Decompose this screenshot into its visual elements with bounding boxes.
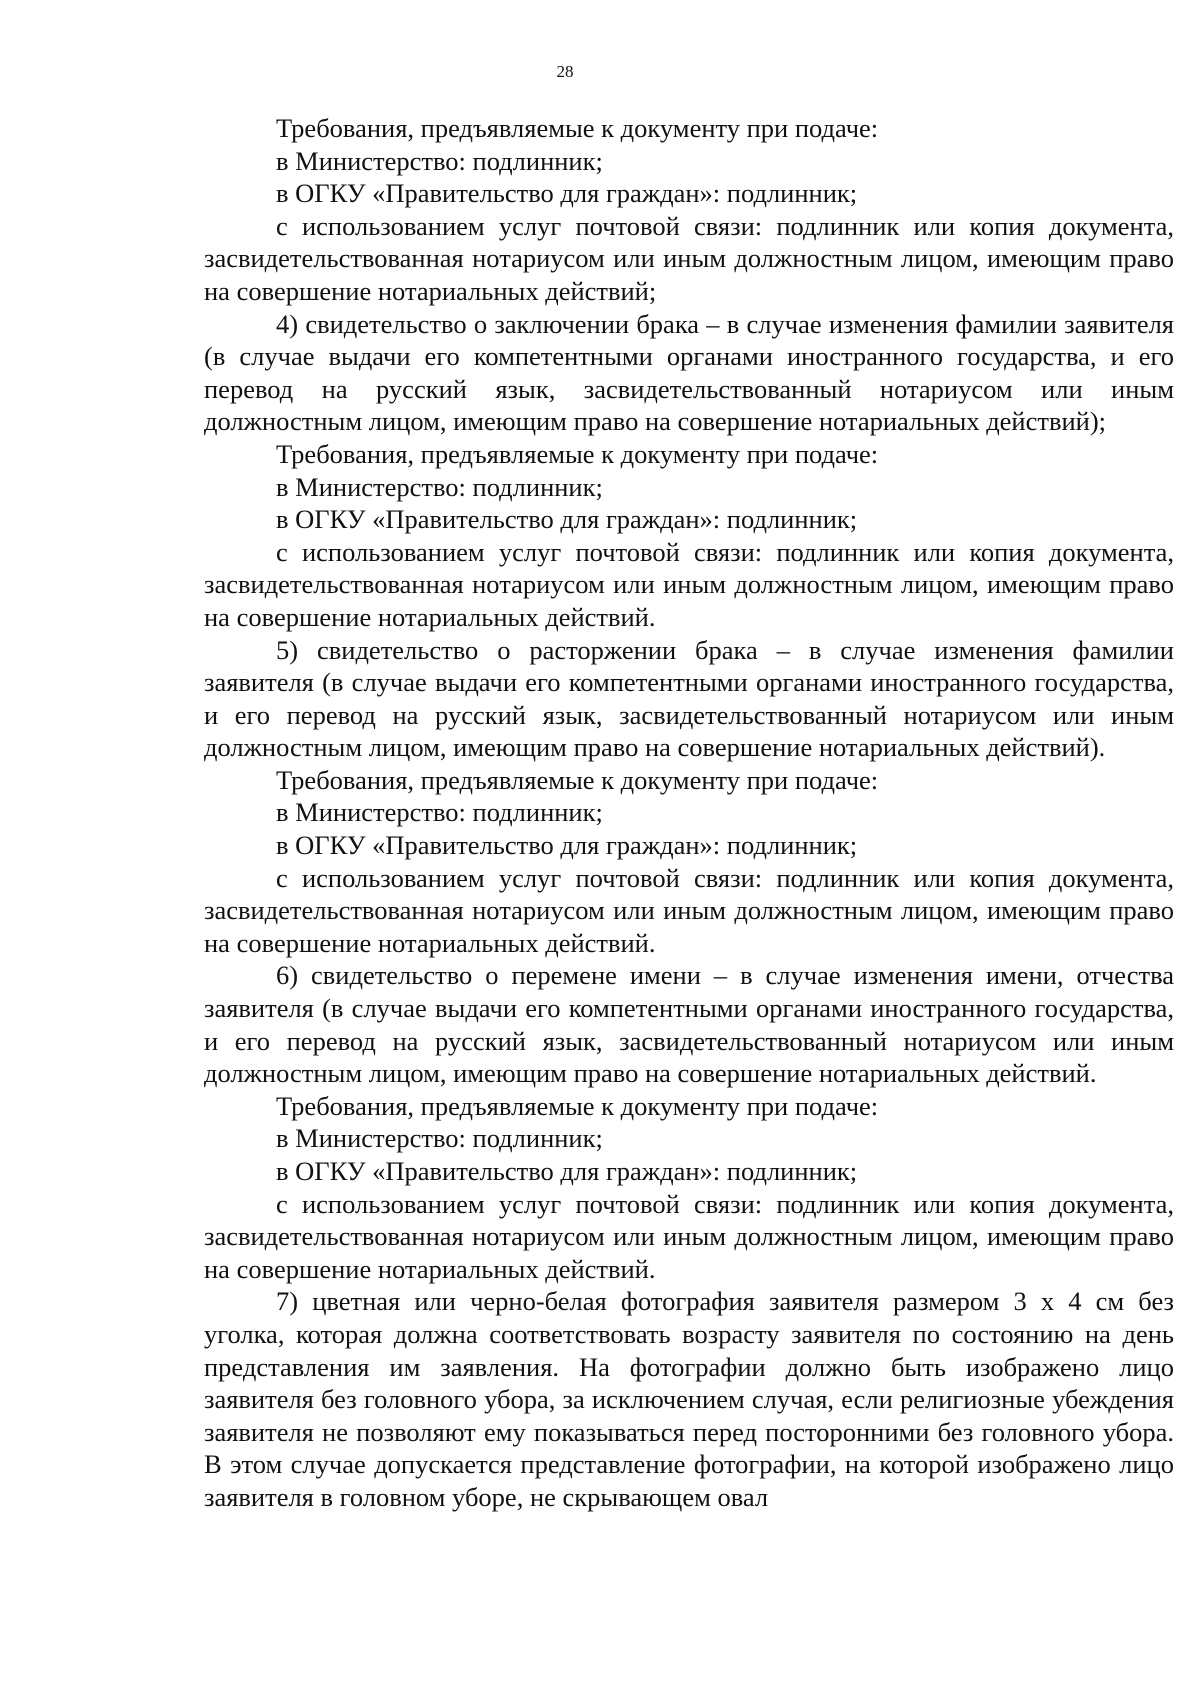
paragraph-ogku-4: в ОГКУ «Правительство для граждан»: подлинник; (276, 1156, 858, 1186)
paragraph-ministry-4: в Министерство: подлинник; (276, 1123, 603, 1154)
paragraph-ogku-1: в ОГКУ «Правительство для граждан»: подлинник; (276, 178, 858, 209)
paragraph-postal-2: с использованием услуг почтовой связи: подлинник или копия документа, засвидетельствованная нотариусом или иным должностным лицом, имеющим право на совершение нотариальных действий. (204, 536, 1174, 632)
paragraph-ogku-2: в ОГКУ «Правительство для граждан»: подлинник; (276, 504, 858, 535)
page-number: 28 (556, 62, 574, 81)
paragraph-requirements-4: Требования, предъявляемые к документу при подаче: (276, 1090, 879, 1121)
paragraph-ministry-2: в Министерство: подлинник; (276, 471, 603, 502)
paragraph-postal-1: с использованием услуг почтовой связи: подлинник или копия документа, засвидетельствованная нотариусом или иным должностным лицом, имеющим право на совершение нотариальных действий; (204, 210, 1174, 306)
paragraph-item-6: 6) свидетельство о перемене имени – в случае изменения имени, отчества заявителя (в случае выдачи его компетентными органами иностранного государства, и его перевод на русский язык, засвидетельствованный нотариусом или иным должностным лицом, имеющим право на совершение нотариальных действий. (204, 960, 1174, 1089)
paragraph-item-4: 4) свидетельство о заключении брака – в случае изменения фамилии заявителя (в случае выдачи его компетентными органами иностранного государства, и его перевод на русский язык, засвидетельствованный нотариусом или иным должностным лицом, имеющим право на совершение нотариальных действий); (204, 308, 1174, 437)
paragraph-ministry-3: в Министерство: подлинник; (276, 797, 603, 828)
paragraph-item-7: 7) цветная или черно-белая фотография заявителя размером 3 х 4 см без уголка, которая должна соответствовать возрасту заявителя по состоянию на день представления им заявления. На фотографии должно быть изображено лицо заявителя без головного убора, за исключением случая, если религиозные убеждения заявителя не позволяют ему показываться перед посторонними без головного убора. В этом случае допускается представление фотографии, на которой изображено лицо заявителя в головном уборе, не скрывающем овал (204, 1286, 1174, 1512)
document-body (204, 112, 1174, 1514)
paragraph-requirements-3: Требования, предъявляемые к документу при подаче: (276, 764, 879, 795)
paragraph-requirements-2: Требования, предъявляемые к документу при подаче: (276, 438, 879, 469)
paragraph-ogku-3: в ОГКУ «Правительство для граждан»: подлинник; (276, 830, 858, 861)
paragraph-postal-3: с использованием услуг почтовой связи: подлинник или копия документа, засвидетельствованная нотариусом или иным должностным лицом, имеющим право на совершение нотариальных действий. (204, 862, 1174, 958)
paragraph-item-5: 5) свидетельство о расторжении брака – в случае изменения фамилии заявителя (в случае выдачи его компетентными органами иностранного государства, и его перевод на русский язык, засвидетельствованный нотариусом или иным должностным лицом, имеющим право на совершение нотариальных действий). (204, 634, 1174, 763)
paragraph-ministry-1: в Министерство: подлинник; (276, 145, 603, 176)
paragraph-postal-4: с использованием услуг почтовой связи: подлинник или копия документа, засвидетельствованная нотариусом или иным должностным лицом, имеющим право на совершение нотариальных действий. (204, 1188, 1174, 1284)
paragraph-requirements-1: Требования, предъявляемые к документу при подаче: (276, 113, 879, 143)
